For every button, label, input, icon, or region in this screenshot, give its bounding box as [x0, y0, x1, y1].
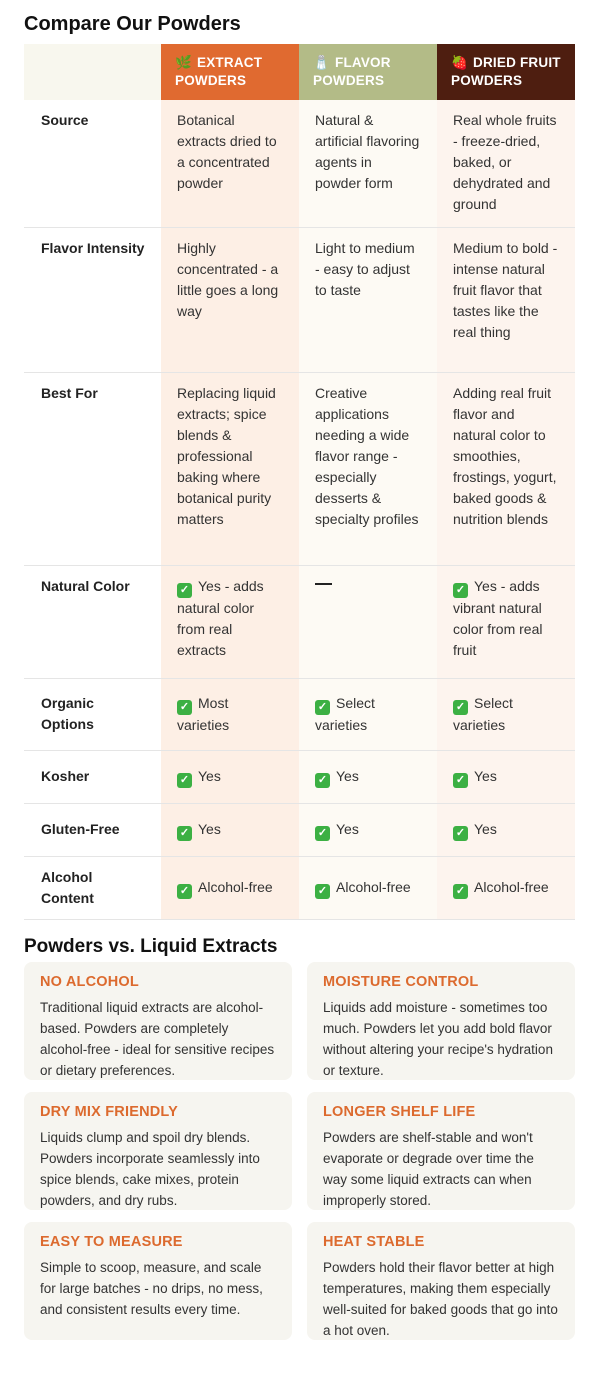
- row-label: Flavor Intensity: [24, 227, 161, 372]
- benefit-card: [307, 962, 575, 1080]
- cell-text: Most varieties: [177, 694, 230, 733]
- check-icon: ✓: [315, 773, 330, 788]
- row-label: Source: [24, 100, 161, 227]
- table-cell: [299, 565, 437, 678]
- cell-text: Botanical extracts dried to a concentrated powder: [177, 112, 277, 191]
- header-blank: [24, 44, 161, 100]
- table-row: [24, 227, 575, 372]
- check-icon: ✓: [177, 700, 192, 715]
- table-cell: [437, 856, 575, 919]
- table-cell: [299, 750, 437, 803]
- check-icon: ✓: [315, 884, 330, 899]
- row-label: Best For: [24, 372, 161, 565]
- cell-text: Yes: [336, 820, 359, 837]
- compare-title: Compare Our Powders: [24, 13, 241, 35]
- table-cell: [437, 565, 575, 678]
- table-cell: [437, 372, 575, 565]
- table-cell: [161, 227, 299, 372]
- card-title: EASY TO MEASURE: [40, 1233, 183, 1250]
- card-title: HEAT STABLE: [323, 1233, 425, 1250]
- herb-icon: 🌿: [175, 55, 193, 70]
- table-cell: [161, 565, 299, 678]
- cell-text: Natural & artificial flavoring agents in powder form: [315, 112, 420, 191]
- table-cell: [299, 372, 437, 565]
- check-icon: ✓: [177, 884, 192, 899]
- card-body: Liquids clump and spoil dry blends. Powders incorporate seamlessly into spice blends, cake mixes, protein powders, and dry rubs.: [40, 1129, 260, 1208]
- card-body: Traditional liquid extracts are alcohol-based. Powders are completely alcohol-free - ideal for sensitive recipes or dietary preferences.: [40, 999, 275, 1078]
- card-title: MOISTURE CONTROL: [323, 973, 479, 990]
- table-cell: [437, 678, 575, 750]
- table-cell: [437, 803, 575, 856]
- check-icon: ✓: [177, 773, 192, 788]
- row-label: Kosher: [24, 750, 161, 803]
- dash-icon: [315, 583, 332, 585]
- row-label: Alcohol Content: [24, 856, 161, 919]
- table-header-row: [24, 44, 575, 100]
- table-row: [24, 372, 575, 565]
- check-icon: ✓: [453, 773, 468, 788]
- strawberry-icon: 🍓: [451, 55, 469, 70]
- cell-text: Highly concentrated - a little goes a long way: [177, 239, 279, 319]
- table-row: [24, 803, 575, 856]
- card-title: LONGER SHELF LIFE: [323, 1103, 476, 1120]
- benefit-card: [307, 1092, 575, 1210]
- benefit-card: [24, 1222, 292, 1340]
- check-icon: ✓: [453, 583, 468, 598]
- check-icon: ✓: [177, 583, 192, 598]
- benefit-card: [24, 1092, 292, 1210]
- table-row: [24, 750, 575, 803]
- table-row: [24, 678, 575, 750]
- cell-text: Yes: [474, 820, 497, 837]
- table-cell: [299, 227, 437, 372]
- table-cell: [161, 803, 299, 856]
- cell-text: Alcohol-free: [336, 878, 411, 895]
- benefit-card: [307, 1222, 575, 1340]
- cell-text: Creative applications needing a wide flavor range - especially desserts & specialty profiles: [315, 384, 419, 527]
- card-title: NO ALCOHOL: [40, 973, 139, 990]
- benefit-cards: [24, 962, 576, 1340]
- benefit-card: [24, 962, 292, 1080]
- check-icon: ✓: [453, 826, 468, 841]
- card-title: DRY MIX FRIENDLY: [40, 1103, 179, 1120]
- card-body: Liquids add moisture - sometimes too much. Powders let you add bold flavor without altering your recipe's hydration or texture.: [323, 999, 553, 1078]
- table-cell: [299, 100, 437, 227]
- shaker-icon: 🧂: [313, 55, 331, 70]
- table-cell: [299, 803, 437, 856]
- table-cell: [299, 678, 437, 750]
- cell-text: Yes: [198, 767, 221, 784]
- cell-text: Yes: [336, 767, 359, 784]
- row-label: Organic Options: [24, 678, 161, 750]
- table-row: [24, 565, 575, 678]
- cell-text: Yes: [198, 820, 221, 837]
- row-label: Natural Color: [24, 565, 161, 678]
- cell-text: Medium to bold - intense natural fruit flavor that tastes like the real thing: [453, 239, 558, 340]
- cell-text: Alcohol-free: [474, 878, 549, 895]
- cell-text: Alcohol-free: [198, 878, 273, 895]
- table-cell: [437, 227, 575, 372]
- cell-text: Yes - adds natural color from real extracts: [177, 577, 264, 658]
- versus-title: Powders vs. Liquid Extracts: [24, 935, 278, 957]
- table-row: [24, 100, 575, 227]
- table-cell: [161, 750, 299, 803]
- header-extract-powders: [161, 44, 299, 100]
- cell-text: Real whole fruits - freeze-dried, baked, or dehydrated and ground: [453, 112, 557, 212]
- row-label: Gluten-Free: [24, 803, 161, 856]
- card-body: Powders hold their flavor better at high temperatures, making them especially well-suited for baked goods that go into a hot oven.: [323, 1259, 558, 1338]
- table-cell: [437, 100, 575, 227]
- check-icon: ✓: [315, 700, 330, 715]
- cell-text: Replacing liquid extracts; spice blends & professional baking where botanical purity matters: [177, 384, 276, 527]
- check-icon: ✓: [453, 884, 468, 899]
- cell-text: Select varieties: [315, 694, 375, 733]
- cell-text: Select varieties: [453, 694, 513, 733]
- cell-text: Light to medium - easy to adjust to taste: [315, 239, 415, 298]
- table-row: [24, 856, 575, 919]
- table-cell: [437, 750, 575, 803]
- header-label: DRIED FRUIT POWDERS: [451, 55, 561, 88]
- table-cell: [161, 100, 299, 227]
- check-icon: ✓: [177, 826, 192, 841]
- card-body: Powders are shelf-stable and won't evaporate or degrade over time the way some liquid extracts can when improperly stored.: [323, 1129, 534, 1208]
- table-cell: [299, 856, 437, 919]
- cell-text: Adding real fruit flavor and natural color to smoothies, frostings, yogurt, baked goods & nutrition blends: [453, 384, 557, 527]
- header-label: FLAVOR POWDERS: [313, 55, 391, 88]
- header-flavor-powders: [299, 44, 437, 100]
- check-icon: ✓: [453, 700, 468, 715]
- card-body: Simple to scoop, measure, and scale for large batches - no drips, no mess, and consistent results every time.: [40, 1259, 263, 1317]
- cell-text: Yes: [474, 767, 497, 784]
- table-cell: [161, 372, 299, 565]
- header-label: EXTRACT POWDERS: [175, 55, 263, 88]
- comparison-table: [24, 44, 575, 920]
- table-cell: [161, 856, 299, 919]
- cell-text: Yes - adds vibrant natural color from real fruit: [453, 577, 543, 658]
- table-cell: [161, 678, 299, 750]
- header-dried-fruit-powders: [437, 44, 575, 100]
- check-icon: ✓: [315, 826, 330, 841]
